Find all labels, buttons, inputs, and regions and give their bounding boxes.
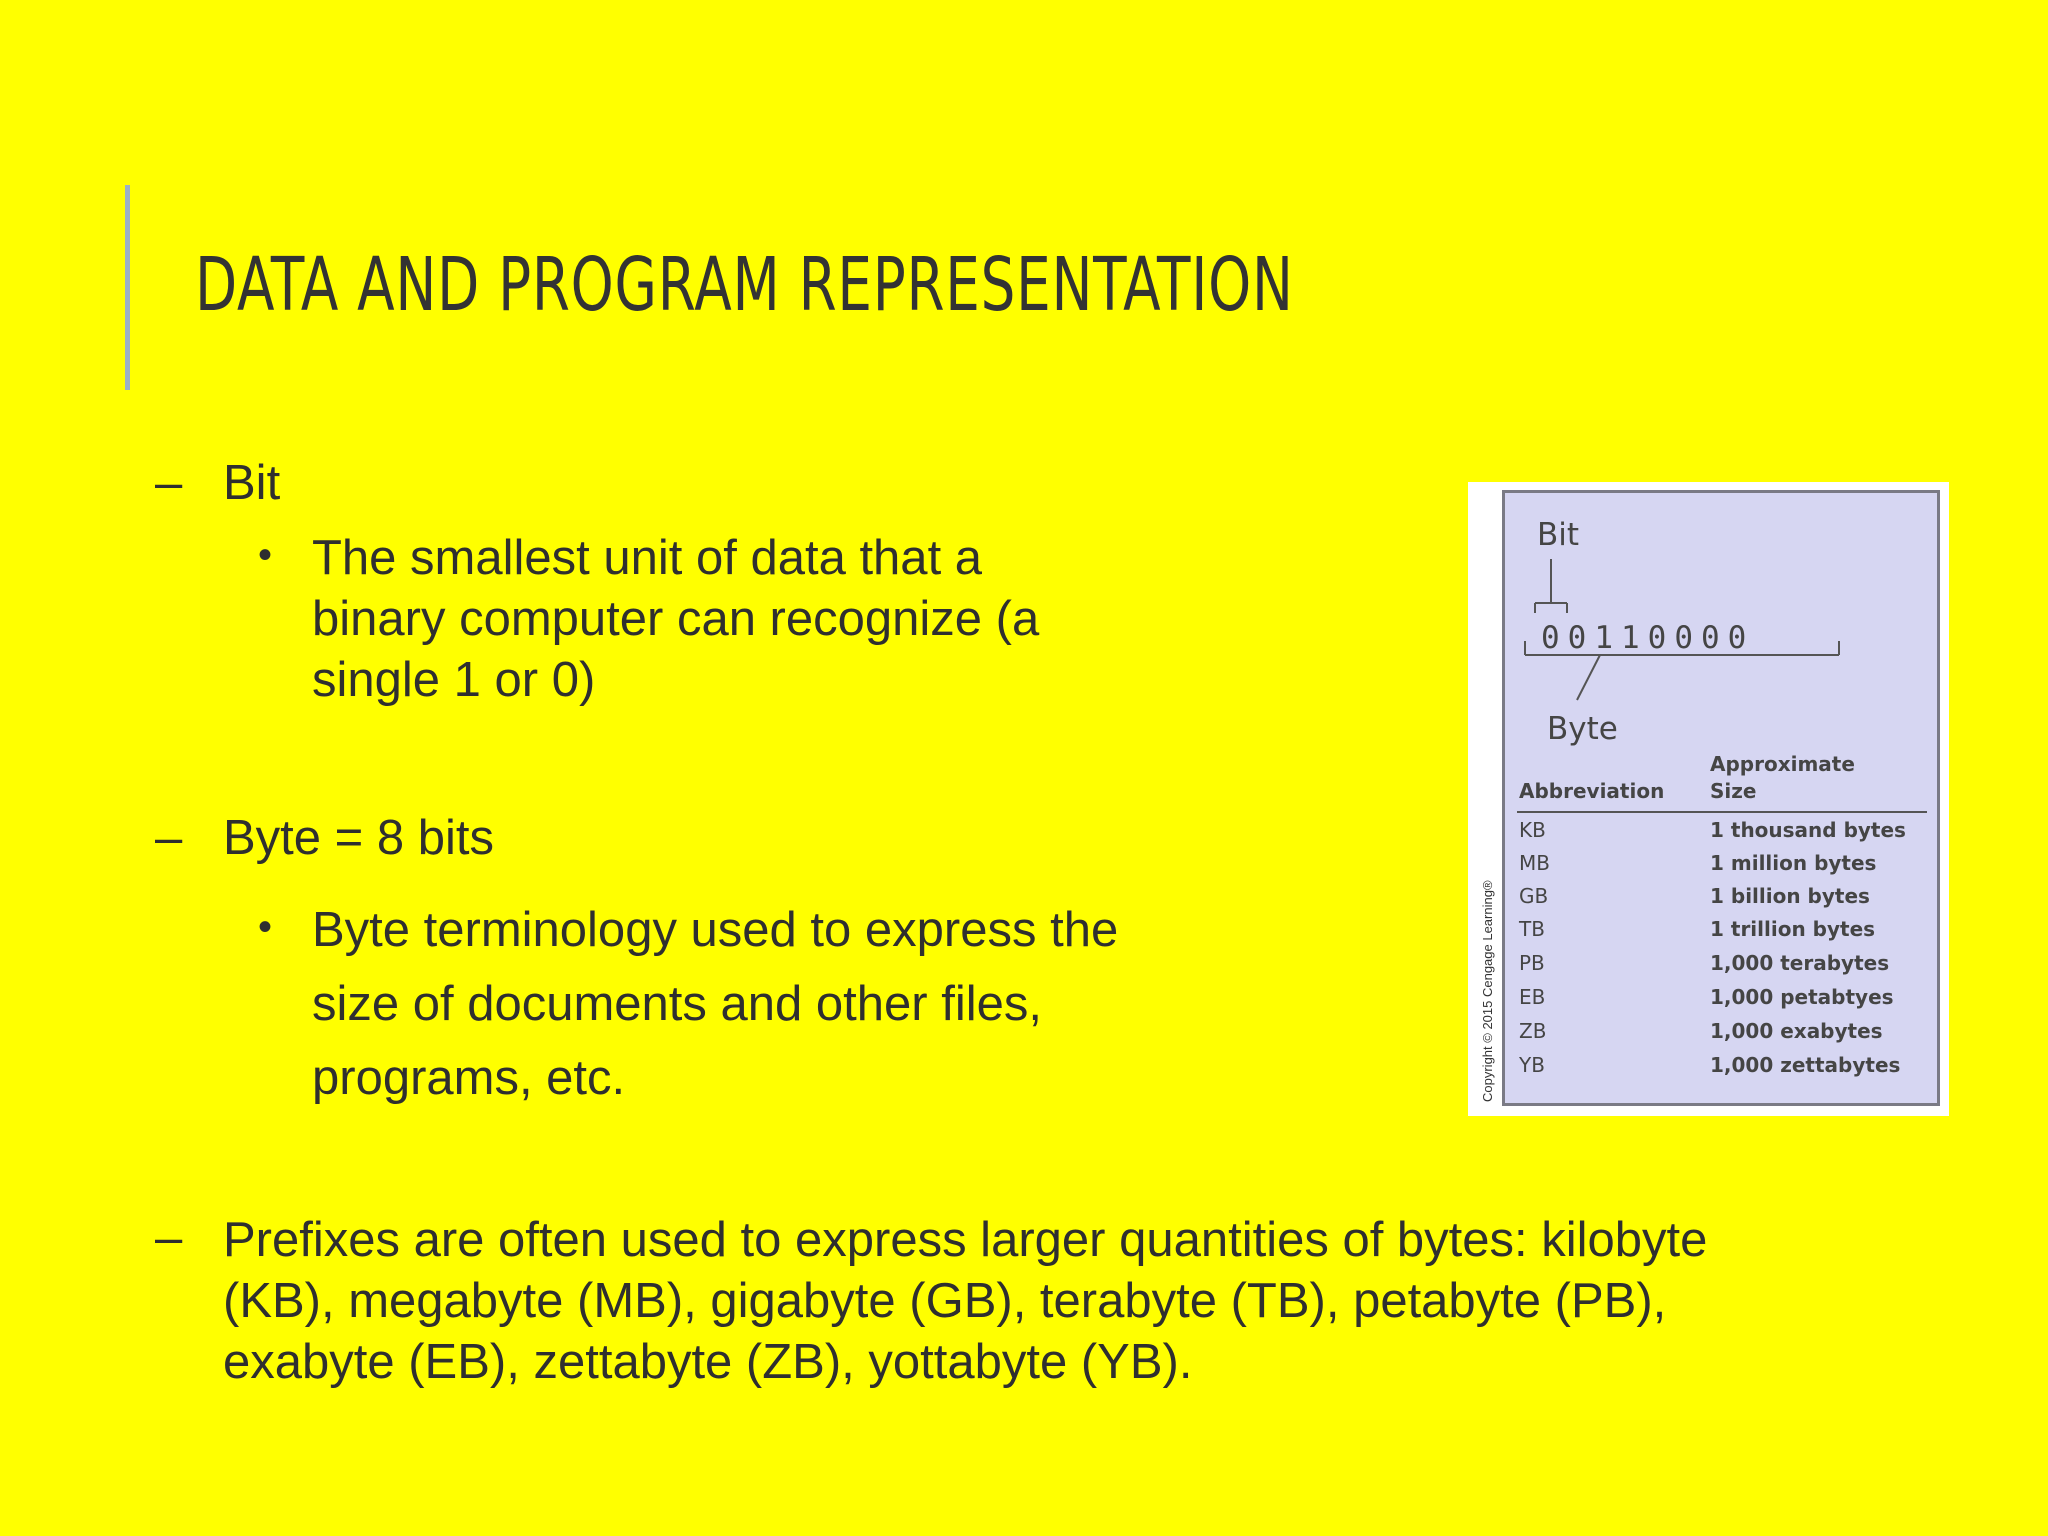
figure-row-size: 1 thousand bytes: [1710, 818, 1906, 842]
figure-row-size: 1,000 terabytes: [1710, 951, 1890, 975]
figure-header-size-2: Size: [1710, 779, 1757, 803]
figure-row-abbr: ZB: [1519, 1019, 1547, 1043]
figure-byte-label: Byte: [1547, 711, 1618, 747]
title-accent-bar: [125, 185, 130, 390]
figure-row-abbr: MB: [1519, 851, 1550, 875]
bit-description-line-2: binary computer can recognize (a: [312, 592, 1040, 646]
figure-row-size: 1,000 exabytes: [1710, 1019, 1883, 1043]
prefixes-paragraph: Prefixes are often used to express larger quantities of bytes: kilobyte (KB), megabyte (MB), gigabyte (GB), terabyte (TB), petabyte (PB), exabyte (EB), zettabyte (ZB), yottabyte (YB).: [223, 1213, 1708, 1389]
byte-description-line-1: Byte terminology used to express the: [312, 903, 1119, 957]
byte-heading: Byte = 8 bits: [223, 811, 495, 865]
figure-row-abbr: TB: [1519, 917, 1545, 941]
copyright-notice: Copyright © 2015 Cengage Learning®: [1480, 880, 1495, 1102]
figure-bit-label: Bit: [1537, 517, 1580, 553]
figure-row-abbr: KB: [1519, 818, 1546, 842]
dash-bullet: –: [155, 1211, 183, 1265]
figure-row-abbr: GB: [1519, 884, 1549, 908]
figure-row-size: 1,000 zettabytes: [1710, 1053, 1901, 1077]
figure-header-size-1: Approximate: [1710, 752, 1855, 776]
figure-row-abbr: EB: [1519, 985, 1546, 1009]
bit-description-line-1: The smallest unit of data that a: [312, 531, 983, 585]
figure-row-abbr: PB: [1519, 951, 1545, 975]
figure-row-size: 1 trillion bytes: [1710, 917, 1876, 941]
bit-heading: Bit: [223, 456, 281, 510]
dot-bullet: •: [258, 905, 273, 949]
dash-bullet: –: [155, 456, 183, 510]
figure-row-size: 1 million bytes: [1710, 851, 1877, 875]
byte-description-line-2: size of documents and other files,: [312, 977, 1042, 1031]
figure-bit-sequence: 00110000: [1541, 620, 1755, 656]
byte-units-figure: [1468, 482, 1949, 1116]
byte-description-line-3: programs, etc.: [312, 1051, 626, 1105]
dot-bullet: •: [258, 533, 273, 577]
slide-title: DATA AND PROGRAM REPRESENTATION: [195, 242, 1294, 328]
dash-bullet: –: [155, 811, 183, 865]
bit-description-line-3: single 1 or 0): [312, 653, 596, 707]
figure-panel: [1502, 490, 1940, 1106]
figure-row-size: 1,000 petabtyes: [1710, 985, 1894, 1009]
figure-header-abbreviation: Abbreviation: [1519, 779, 1665, 803]
figure-row-size: 1 billion bytes: [1710, 884, 1870, 908]
figure-row-abbr: YB: [1519, 1053, 1545, 1077]
